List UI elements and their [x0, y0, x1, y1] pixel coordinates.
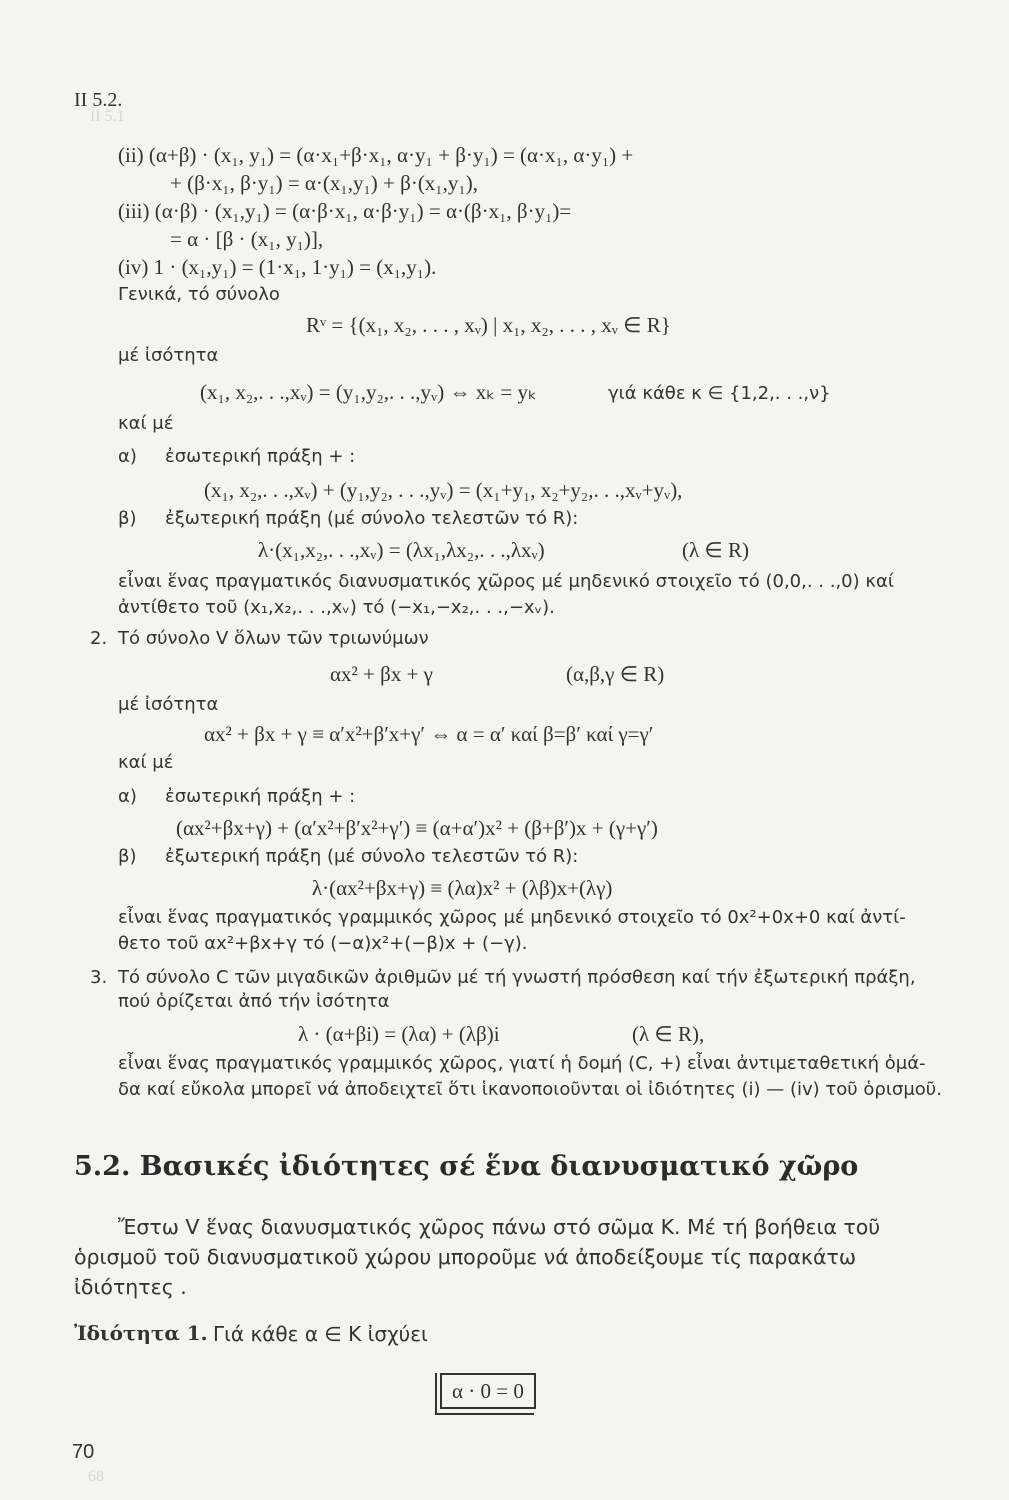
general-conclusion-1: εἶναι ἕνας πραγματικός διανυσματικός χῶρος μέ μηδενικό στοιχεῖο τό (0,0,. . .,0) καί	[118, 571, 894, 592]
and-with: καί μέ	[118, 413, 174, 434]
section-paragraph-1: Ἔστω V ἕνας διανυσματικός χῶρος πάνω στό σῶμα K. Μέ τή βοήθεια τοῦ	[118, 1215, 881, 1239]
external-op-text: ἐξωτερική πράξη (μέ σύνολο τελεστῶν τό R):	[165, 508, 579, 529]
item-3-conclusion-2: δα καί εὔκολα μπορεῖ νά ἀποδειχτεῖ ὅτι ἱκανοποιοῦνται οἱ ἰδιότητες (i) — (iv) τοῦ ὁρισμοῦ.	[118, 1079, 942, 1100]
item-2-equality: αx² + βx + γ ≡ α′x²+β′x+γ′ ⇔ α = α′ καί β=β′ καί γ=γ′	[204, 722, 654, 746]
section-title: 5.2. Βασικές ἰδιότητες σέ ἕνα διανυσματικό χῶρο	[74, 1151, 859, 1182]
item-3-line-2: πού ὁρίζεται ἀπό τήν ἰσότητα	[118, 991, 390, 1012]
item-2-number: 2.	[90, 628, 108, 649]
item-2-internal-text: ἐσωτερική πράξη + :	[165, 786, 356, 807]
boxed-identity: α · 0 = 0	[440, 1373, 536, 1409]
item-2-internal-formula: (αx²+βx+γ) + (α′x²+β′x²+γ′) ≡ (α+α′)x² + (β+β′)x + (γ+γ′)	[176, 816, 658, 840]
external-op-label: β)	[118, 508, 137, 529]
internal-op-formula: (x₁, x₂,. . .,xᵥ) + (y₁,y₂, . . .,yᵥ) = (x₁+y₁, x₂+y₂,. . .,xᵥ+yᵥ),	[204, 478, 683, 502]
item-2-with-equality: μέ ἰσότητα	[118, 694, 219, 715]
item-3-conclusion-1: εἶναι ἕνας πραγματικός γραμμικός χῶρος, γιατί ἡ δομή (C, +) εἶναι ἀντιμεταθετική ὁμά-	[118, 1053, 926, 1074]
item-2-external-label: β)	[118, 846, 137, 867]
page-number: 70	[72, 1441, 95, 1463]
with-equality: μέ ἰσότητα	[118, 345, 219, 366]
equality-formula: (x₁, x₂,. . .,xᵥ) = (y₁,y₂,. . .,yᵥ) ⇔ xₖ = yₖ	[200, 380, 537, 404]
internal-op-label: α)	[118, 446, 137, 467]
property-ii-line2: + (β·x₁, β·y₁) = α·(x₁,y₁) + β·(x₁,y₁),	[170, 171, 478, 195]
section-paragraph-2: ὁρισμοῦ τοῦ διανυσματικοῦ χώρου μποροῦμε νά ἀποδείξουμε τίς παρακάτω	[74, 1245, 856, 1269]
property-iii-line2: = α · [β · (x₁, y₁)],	[170, 227, 324, 251]
property-1-label: Ἰδιότητα 1.	[74, 1321, 208, 1345]
internal-op-text: ἐσωτερική πράξη + :	[165, 446, 356, 467]
item-3-formula: λ · (α+βi) = (λα) + (λβ)i	[298, 1022, 500, 1046]
external-op-condition: (λ ∈ R)	[682, 538, 749, 562]
general-conclusion-2: ἀντίθετο τοῦ (x₁,x₂,. . .,xᵥ) τό (−x₁,−x₂,. . .,−xᵥ).	[118, 597, 555, 618]
property-1-text: Γιά κάθε α ∈ K ἰσχύει	[213, 1322, 428, 1346]
item-2-external-formula: λ·(αx²+βx+γ) ≡ (λα)x² + (λβ)x+(λγ)	[312, 876, 613, 900]
item-2-conclusion-2: θετο τοῦ αx²+βx+γ τό (−α)x²+(−β)x + (−γ).	[118, 933, 528, 954]
item-3-formula-condition: (λ ∈ R),	[632, 1022, 705, 1046]
trinomial-condition: (α,β,γ ∈ R)	[566, 662, 665, 686]
item-2-internal-label: α)	[118, 786, 137, 807]
item-2-external-text: ἐξωτερική πράξη (μέ σύνολο τελεστῶν τό R):	[165, 846, 579, 867]
item-3-line-1: Τό σύνολο C τῶν μιγαδικῶν ἀριθμῶν μέ τή γνωστή πρόσθεση καί τήν ἐξωτερική πράξη,	[118, 967, 916, 988]
equality-condition: γιά κάθε κ ∈ {1,2,. . .,ν}	[608, 383, 831, 404]
item-2-intro: Τό σύνολο V ὅλων τῶν τριωνύμων	[118, 628, 429, 649]
general-intro: Γενικά, τό σύνολο	[118, 284, 280, 305]
set-definition: Rᵛ = {(x₁, x₂, . . . , xᵥ) | x₁, x₂, . . . , xᵥ ∈ R}	[306, 313, 671, 337]
bleed-through-text: II 5.1	[90, 108, 125, 125]
item-2-conclusion-1: εἶναι ἕνας πραγματικός γραμμικός χῶρος μέ μηδενικό στοιχεῖο τό 0x²+0x+0 καί ἀντί-	[118, 907, 906, 928]
bleed-through-text: 68	[88, 1468, 104, 1485]
external-op-formula: λ·(x₁,x₂,. . .,xᵥ) = (λx₁,λx₂,. . .,λxᵥ)	[258, 538, 545, 562]
property-iv: (iv) 1 · (x₁,y₁) = (1·x₁, 1·y₁) = (x₁,y₁).	[118, 255, 437, 279]
property-ii-line1: (ii) (α+β) · (x₁, y₁) = (α·x₁+β·x₁, α·y₁ + β·y₁) = (α·x₁, α·y₁) +	[118, 143, 634, 167]
section-reference: II 5.2.	[74, 89, 123, 111]
trinomial: αx² + βx + γ	[330, 662, 433, 686]
item-2-and-with: καί μέ	[118, 752, 174, 773]
property-iii-line1: (iii) (α·β) · (x₁,y₁) = (α·β·x₁, α·β·y₁) = α·(β·x₁, β·y₁)=	[118, 199, 572, 223]
item-3-number: 3.	[90, 967, 108, 988]
section-paragraph-3: ἰδιότητες .	[74, 1275, 187, 1299]
